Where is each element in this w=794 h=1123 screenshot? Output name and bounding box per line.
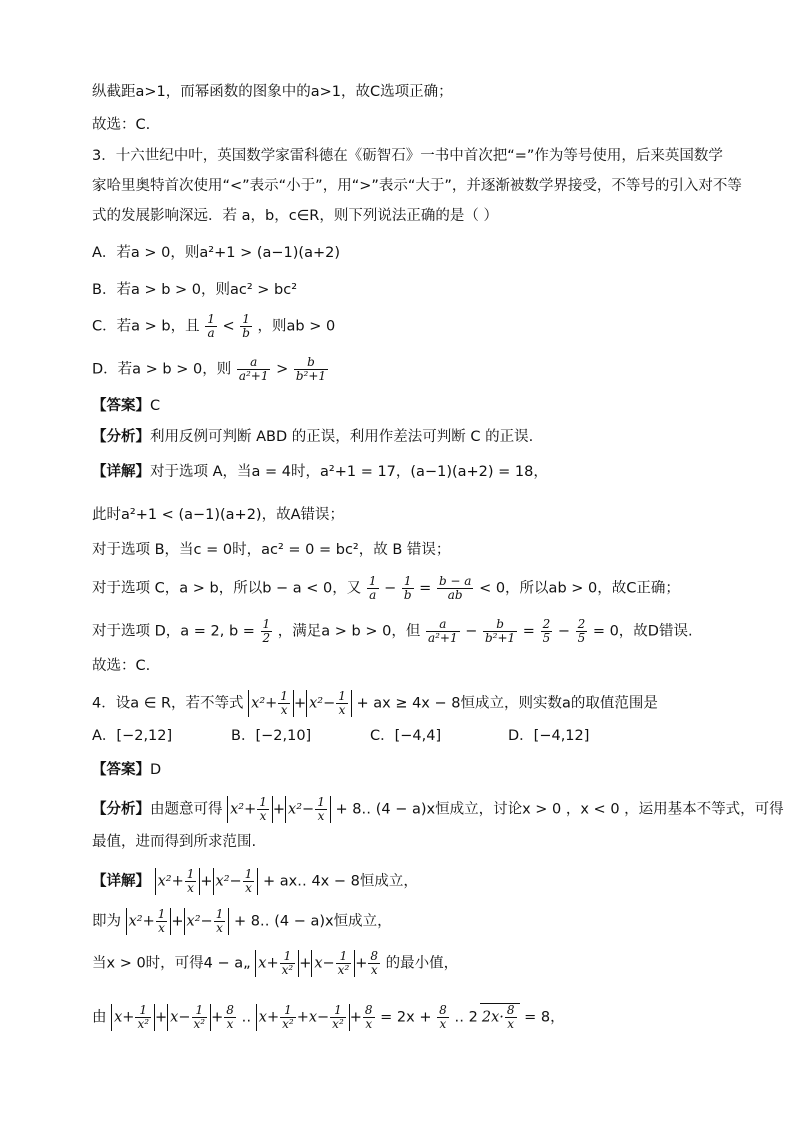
sqrt-expression: 2x· $\frac{8}{x}$ bbox=[480, 1003, 520, 1031]
detail-tag: 【详解】 bbox=[92, 873, 150, 890]
detail-prefix: 即为 bbox=[92, 913, 121, 930]
analysis-prefix: 由题意可得 bbox=[150, 801, 223, 818]
fraction: $\frac{a}{\text{a²+1}}$ bbox=[238, 355, 269, 383]
analysis-4: 【分析】由题意可得 x²+ $\frac{1}{x}$ + x²− $\frac{1}{x}$ + 8‥ (4 − a)x恒成立，讨论x > 0 ，x < 0 ，运用基本不等式，可得 bbox=[92, 795, 784, 823]
detail-3-line: 对于选项 D，a = 2, b = $\frac{1}{2}$ ，满足a > b > 0，但 $\frac{a}{\text{a²+1}}$ − $\frac{b}{\text{b²+1}}$ = $\frac{2}{5}$ − $\frac{2}{5}$ = 0，故D错误. bbox=[92, 617, 693, 645]
fraction: $\frac{2}{5}$ bbox=[542, 617, 551, 645]
option-c-suffix: ，则ab > 0 bbox=[257, 318, 336, 335]
fraction: $\frac{b}{\text{b²+1}}$ bbox=[295, 355, 327, 383]
option-c-prefix: C．若a > b，且 bbox=[92, 318, 200, 335]
detail-mid: ，满足a > b > 0，但 bbox=[277, 623, 421, 640]
option-b: B．若a > b > 0，则ac² > bc² bbox=[92, 282, 298, 298]
answer-tag: 【答案】 bbox=[92, 398, 150, 414]
option-d-prefix: D．若a > b > 0，则 bbox=[92, 361, 232, 378]
detail-tag: 【详解】 bbox=[92, 464, 150, 480]
question-3-text: 3．十六世纪中叶，英国数学家雷科德在《砺智石》一书中首次把“=”作为等号使用，后来英国数学 bbox=[92, 148, 723, 164]
fraction: $\frac{b - a}{ab}$ bbox=[438, 574, 472, 602]
option-a: A．若a > 0，则a²+1 > (a−1)(a+2) bbox=[92, 245, 340, 261]
analysis-text: 利用反例可判断 ABD 的正误，利用作差法可判断 C 的正误. bbox=[150, 429, 534, 445]
detail-final: = 8， bbox=[524, 1009, 565, 1026]
abs-expression: x²− $\frac{1}{x}$ bbox=[306, 690, 352, 717]
analysis-3 bbox=[92, 427, 708, 447]
answer-value: C bbox=[150, 398, 161, 414]
detail-suffix: 的最小值， bbox=[385, 955, 459, 972]
option-4d: D．[−4,12] bbox=[508, 728, 590, 744]
detail-prefix: 对于选项 D，a = 2, b = bbox=[92, 623, 255, 640]
analysis-suffix: + 8‥ (4 − a)x恒成立，讨论x > 0 ，x < 0 ，运用基本不等式，可得 bbox=[335, 801, 784, 818]
detail-prefix: 当x > 0时，可得4 − a„ bbox=[92, 955, 251, 972]
answer-3 bbox=[92, 396, 708, 416]
abs-expression: x²− $\frac{1}{x}$ bbox=[285, 796, 331, 823]
question-3-text: 式的发展影响深远．若 a，b，c∈R，则下列说法正确的是（ ） bbox=[92, 208, 498, 224]
option-4a: A．[−2,12] bbox=[92, 728, 173, 744]
detail-suffix: = 0，故D错误. bbox=[592, 623, 693, 640]
abs-expression: x²− $\frac{1}{x}$ bbox=[213, 868, 259, 895]
fraction: $\frac{a}{\text{a²+1}}$ bbox=[427, 617, 458, 645]
fraction: $\frac{b}{\text{b²+1}}$ bbox=[485, 617, 516, 645]
option-4b: B．[−2,10] bbox=[231, 728, 312, 744]
abs-expression: x²+ $\frac{1}{x}$ bbox=[155, 868, 201, 895]
detail-suffix: + 8‥ (4 − a)x恒成立， bbox=[233, 913, 392, 930]
analysis-4-line: 最值，进而得到所求范围. bbox=[92, 834, 257, 850]
fraction: $\frac{2}{5}$ bbox=[577, 617, 586, 645]
abs-expression: x²+ $\frac{1}{x}$ bbox=[126, 908, 172, 935]
detail-4: 【详解】 x²+ $\frac{1}{x}$ + x²− $\frac{1}{x}$ + ax‥ 4x − 8恒成立， bbox=[92, 867, 418, 895]
answer-4 bbox=[92, 760, 708, 780]
fraction: $\frac{8}{x}$ bbox=[439, 1003, 447, 1031]
detail-4-line: 当x > 0时，可得4 − a„ x+ $\frac{1}{\text{x²}}$ + x− $\frac{1}{\text{x²}}$ + $\frac{8}{x}$ 的最小值， bbox=[92, 949, 459, 977]
abs-expression: x− $\frac{1}{\text{x²}}$ bbox=[311, 950, 355, 977]
abs-expression: x²+ $\frac{1}{x}$ bbox=[227, 796, 273, 823]
abs-expression: x+ $\frac{1}{\text{x²}}$ +x− $\frac{1}{\text{x²}}$ bbox=[256, 1004, 350, 1031]
abs-expression: x²− $\frac{1}{x}$ bbox=[184, 908, 230, 935]
abs-expression: x²+ $\frac{1}{x}$ bbox=[248, 690, 294, 717]
text-line: 纵截距a>1，而幂函数的图象中的a>1，故C选项正确； bbox=[92, 84, 453, 100]
detail-4-line: 由 x+ $\frac{1}{\text{x²}}$ + x− $\frac{1}{\text{x²}}$ + $\frac{8}{x}$ ‥ x+ $\frac{1}{\text{x²}}$ +x− $\frac{1}{\text{x²}}$ + $\frac{8}{x}$ = 2x + $\frac{8}{x}$ ‥ 2 2x· $\frac{8}{x}$ = 8， bbox=[92, 1003, 565, 1031]
text-line: 故选：C. bbox=[92, 117, 151, 133]
fraction: $\frac{1}{b}$ bbox=[403, 574, 412, 602]
answer-value: D bbox=[150, 762, 162, 778]
abs-expression: x+ $\frac{1}{\text{x²}}$ bbox=[255, 950, 299, 977]
detail-text: 对于选项 A，当a = 4时，a²+1 = 17，(a−1)(a+2) = 18， bbox=[150, 464, 548, 480]
detail-3-line: 此时a²+1 < (a−1)(a+2)，故A错误； bbox=[92, 507, 345, 523]
option-c: C．若a > b，且 $\frac{1}{a}$ < $\frac{1}{b}$ ，则ab > 0 bbox=[92, 312, 336, 340]
detail-3-line: 对于选项 B，当c = 0时，ac² = 0 = bc²，故 B 错误； bbox=[92, 542, 451, 558]
detail-prefix: 由 bbox=[92, 1009, 107, 1026]
abs-expression: x− $\frac{1}{\text{x²}}$ bbox=[167, 1004, 211, 1031]
fraction: $\frac{1}{b}$ bbox=[242, 312, 250, 340]
detail-4-line: 即为 x²+ $\frac{1}{x}$ + x²− $\frac{1}{x}$ + 8‥ (4 − a)x恒成立， bbox=[92, 907, 392, 935]
question-4-text: 4．设a ∈ R，若不等式 x²+ $\frac{1}{x}$ + x²− $\frac{1}{x}$ + ax ≥ 4x − 8恒成立，则实数a的取值范围是 bbox=[92, 689, 658, 717]
detail-3 bbox=[92, 462, 708, 482]
answer-tag: 【答案】 bbox=[92, 762, 150, 778]
option-4c: C．[−4,4] bbox=[370, 728, 442, 744]
detail-prefix: 对于选项 C，a > b，所以b − a < 0，又 bbox=[92, 580, 362, 597]
analysis-tag: 【分析】 bbox=[92, 429, 150, 445]
question-prefix: 4．设a ∈ R，若不等式 bbox=[92, 695, 244, 712]
abs-expression: x+ $\frac{1}{\text{x²}}$ bbox=[111, 1004, 155, 1031]
detail-suffix: + ax‥ 4x − 8恒成立， bbox=[262, 873, 418, 890]
detail-suffix: < 0，所以ab > 0，故C正确； bbox=[479, 580, 680, 597]
option-d: D．若a > b > 0，则 $\frac{a}{\text{a²+1}}$ > $\frac{b}{\text{b²+1}}$ bbox=[92, 355, 327, 383]
fraction: $\frac{1}{2}$ bbox=[262, 617, 271, 645]
question-suffix: + ax ≥ 4x − 8恒成立，则实数a的取值范围是 bbox=[356, 695, 658, 712]
detail-end: ‥ 2 bbox=[454, 1009, 478, 1026]
question-3-text: 家哈里奥特首次使用“<”表示“小于”，用“>”表示“大于”，并逐渐被数学界接受，不等号的引入对不等 bbox=[92, 178, 742, 194]
fraction: $\frac{1}{a}$ bbox=[368, 574, 377, 602]
detail-mid: ‥ bbox=[241, 1009, 252, 1026]
detail-post: = 2x + bbox=[380, 1009, 432, 1026]
detail-3-line: 对于选项 C，a > b，所以b − a < 0，又 $\frac{1}{a}$ − $\frac{1}{b}$ = $\frac{b - a}{ab}$ < 0，所以ab > 0，故C正确； bbox=[92, 574, 680, 602]
text-line: 故选：C. bbox=[92, 658, 151, 674]
analysis-tag: 【分析】 bbox=[92, 801, 150, 818]
fraction: $\frac{1}{a}$ bbox=[207, 312, 215, 340]
